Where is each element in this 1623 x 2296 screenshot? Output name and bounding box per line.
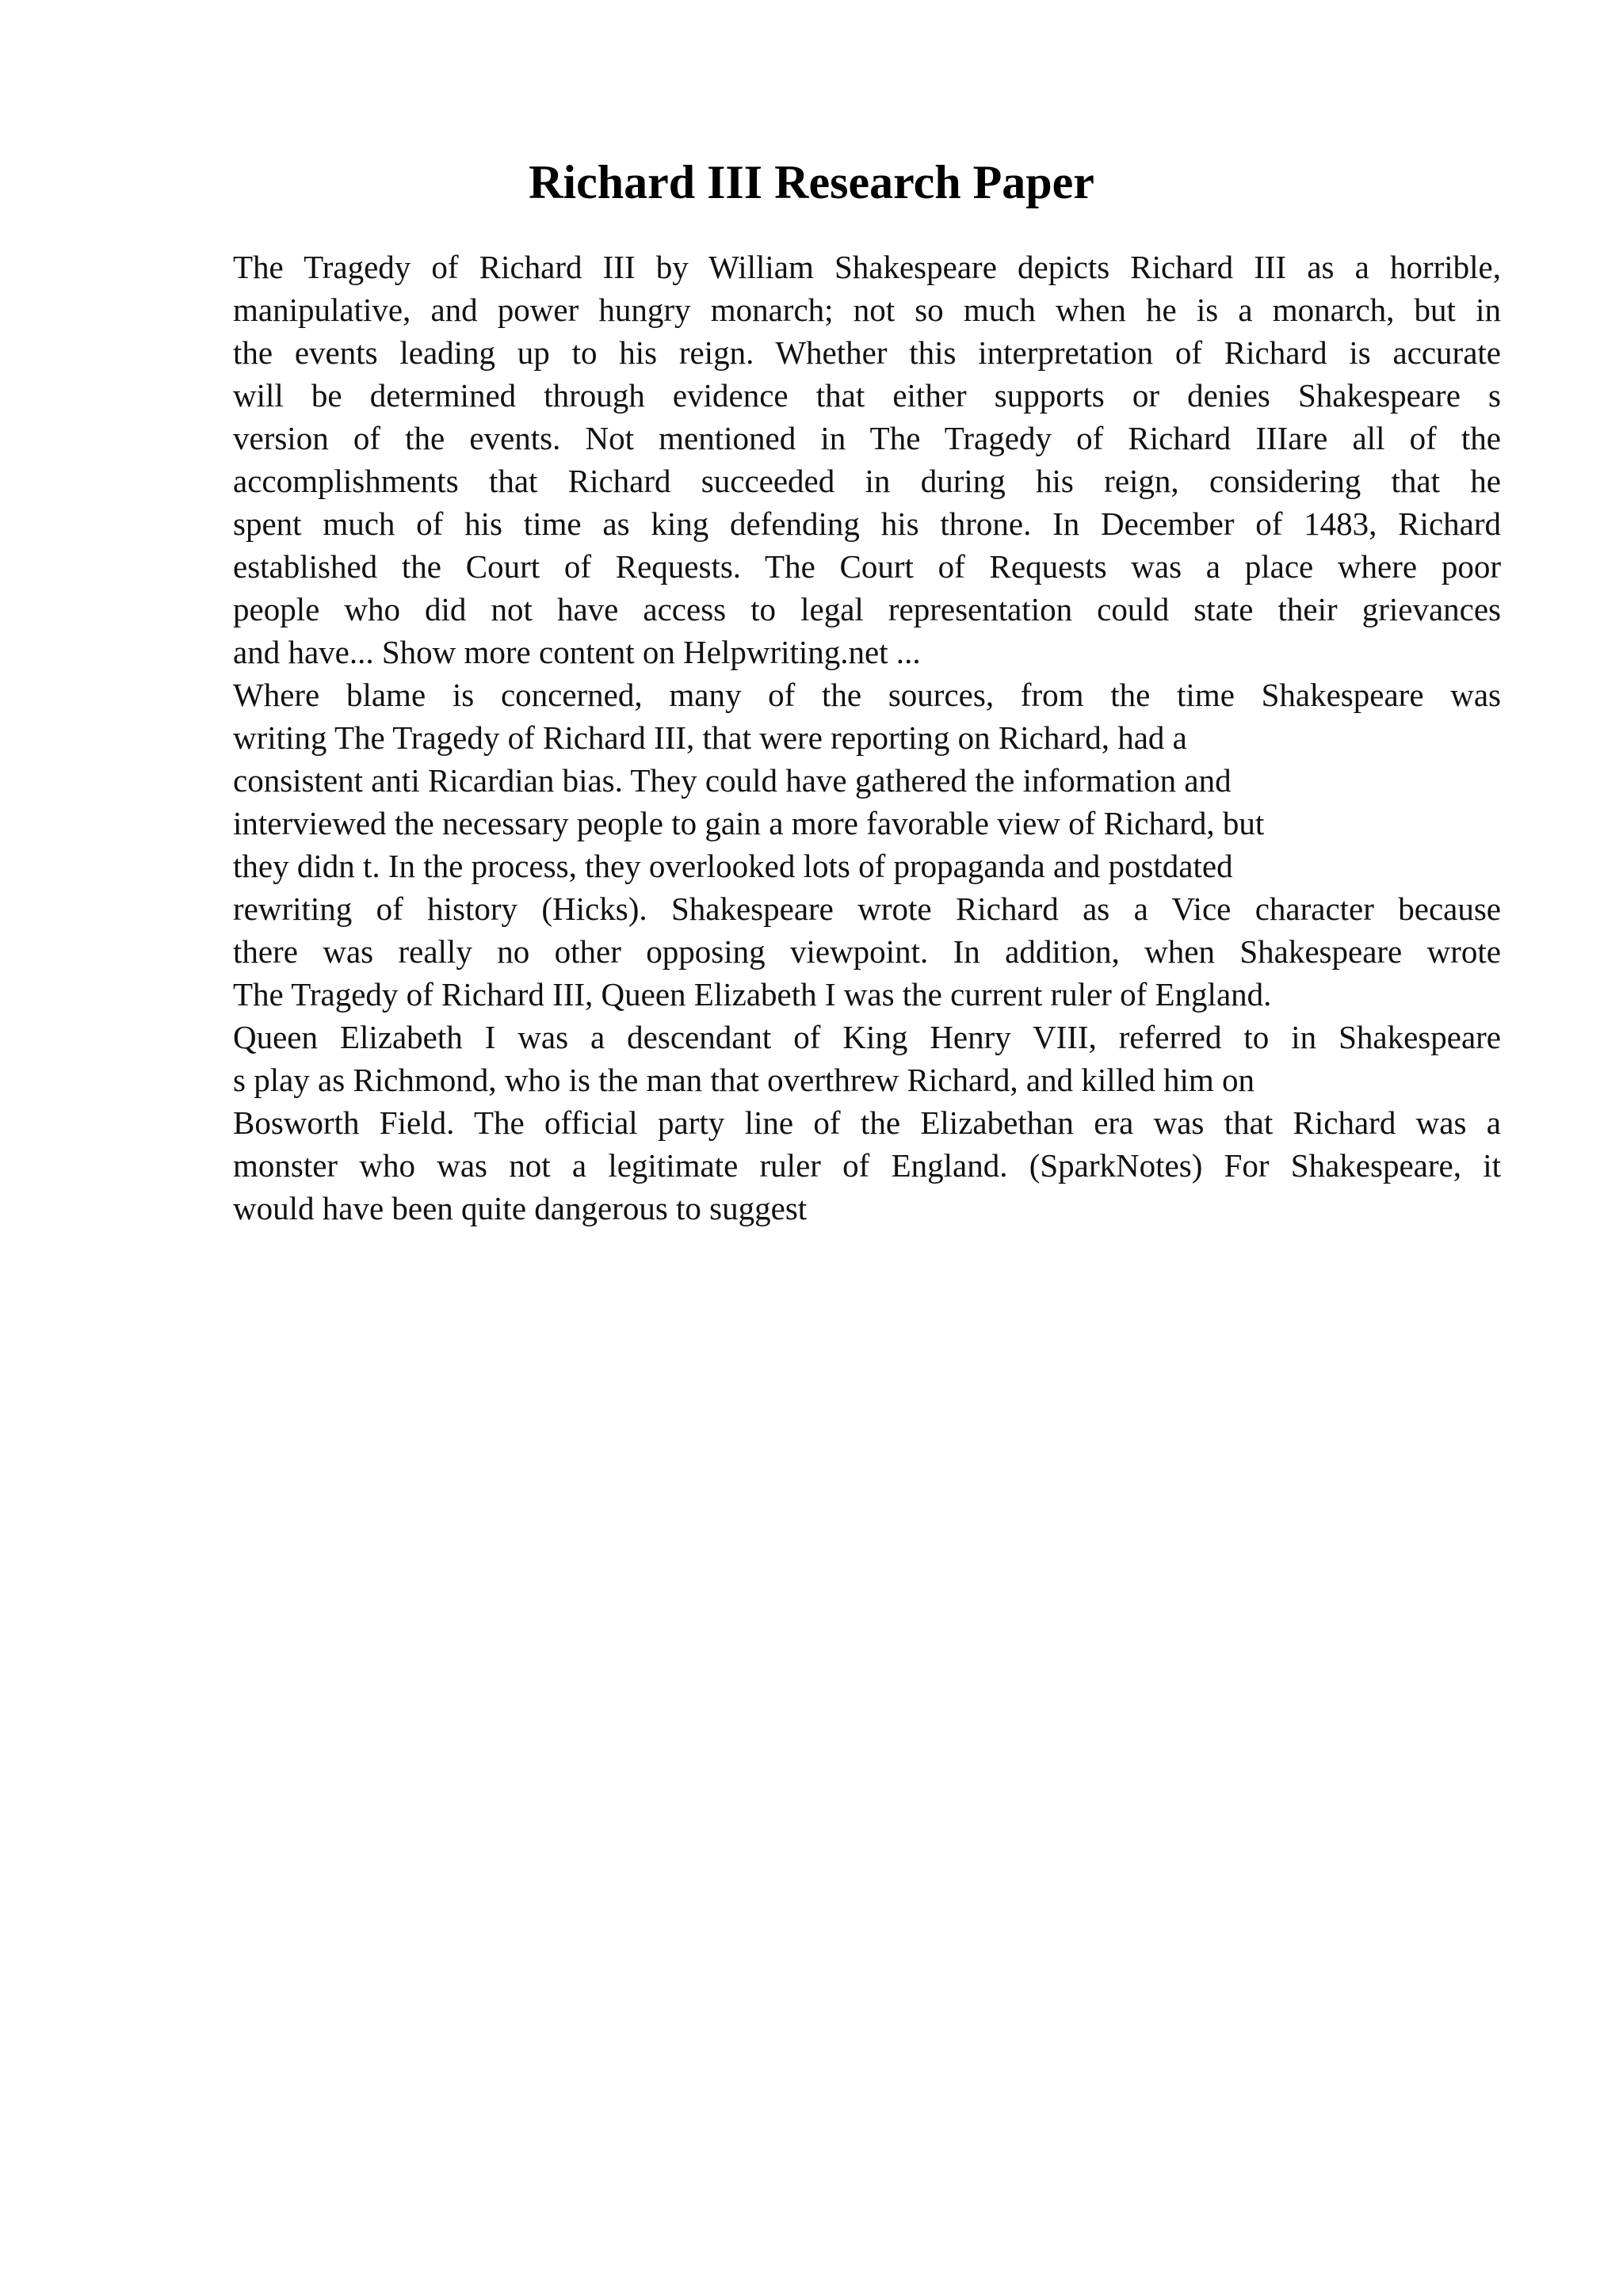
text-line: version of the events. Not mentioned in The Tragedy of Richard IIIare all of the [233,420,1501,456]
text-line: Bosworth Field. The official party line of the Elizabethan era was that Richard was a [233,1104,1501,1141]
text-line: The Tragedy of Richard III, Queen Elizabeth I was the current ruler of England. [233,976,1272,1013]
text-line: monster who was not a legitimate ruler of England. (SparkNotes) For Shakespeare, it [233,1147,1501,1184]
text-line: interviewed the necessary people to gain a more favorable view of Richard, but [233,805,1265,841]
text-line: would have been quite dangerous to suggest [233,1190,808,1226]
text-line: there was really no other opposing viewpoint. In addition, when Shakespeare wrote [233,933,1501,970]
text-line: writing The Tragedy of Richard III, that were reporting on Richard, had a [233,719,1187,756]
text-line: established the Court of Requests. The Court of Requests was a place where poor [233,548,1501,585]
text-line: The Tragedy of Richard III by William Shakespeare depicts Richard III as a horrible, [233,249,1501,285]
text-line: people who did not have access to legal representation could state their grievances [233,591,1501,627]
body-text [233,246,1501,1230]
text-line: Queen Elizabeth I was a descendant of King Henry VIII, referred to in Shakespeare [233,1019,1501,1055]
text-line: they didn t. In the process, they overlooked lots of propaganda and postdated [233,848,1233,884]
text-line: will be determined through evidence that either supports or denies Shakespeare s [233,377,1501,414]
text-line: s play as Richmond, who is the man that overthrew Richard, and killed him on [233,1062,1254,1098]
text-line: the events leading up to his reign. Whether this interpretation of Richard is accurate [233,334,1501,371]
page-title: Richard III Research Paper [529,156,1094,208]
text-line: consistent anti Ricardian bias. They could have gathered the information and [233,762,1232,799]
text-line: Where blame is concerned, many of the sources, from the time Shakespeare was [233,677,1501,713]
text-line: manipulative, and power hungry monarch; not so much when he is a monarch, but in [233,292,1501,328]
text-line: rewriting of history (Hicks). Shakespeare wrote Richard as a Vice character because [233,891,1501,927]
text-line: and have... Show more content on Helpwriting.net ... [233,634,921,670]
text-line: spent much of his time as king defending his throne. In December of 1483, Richard [233,505,1501,542]
text-line: accomplishments that Richard succeeded in during his reign, considering that he [233,463,1501,499]
